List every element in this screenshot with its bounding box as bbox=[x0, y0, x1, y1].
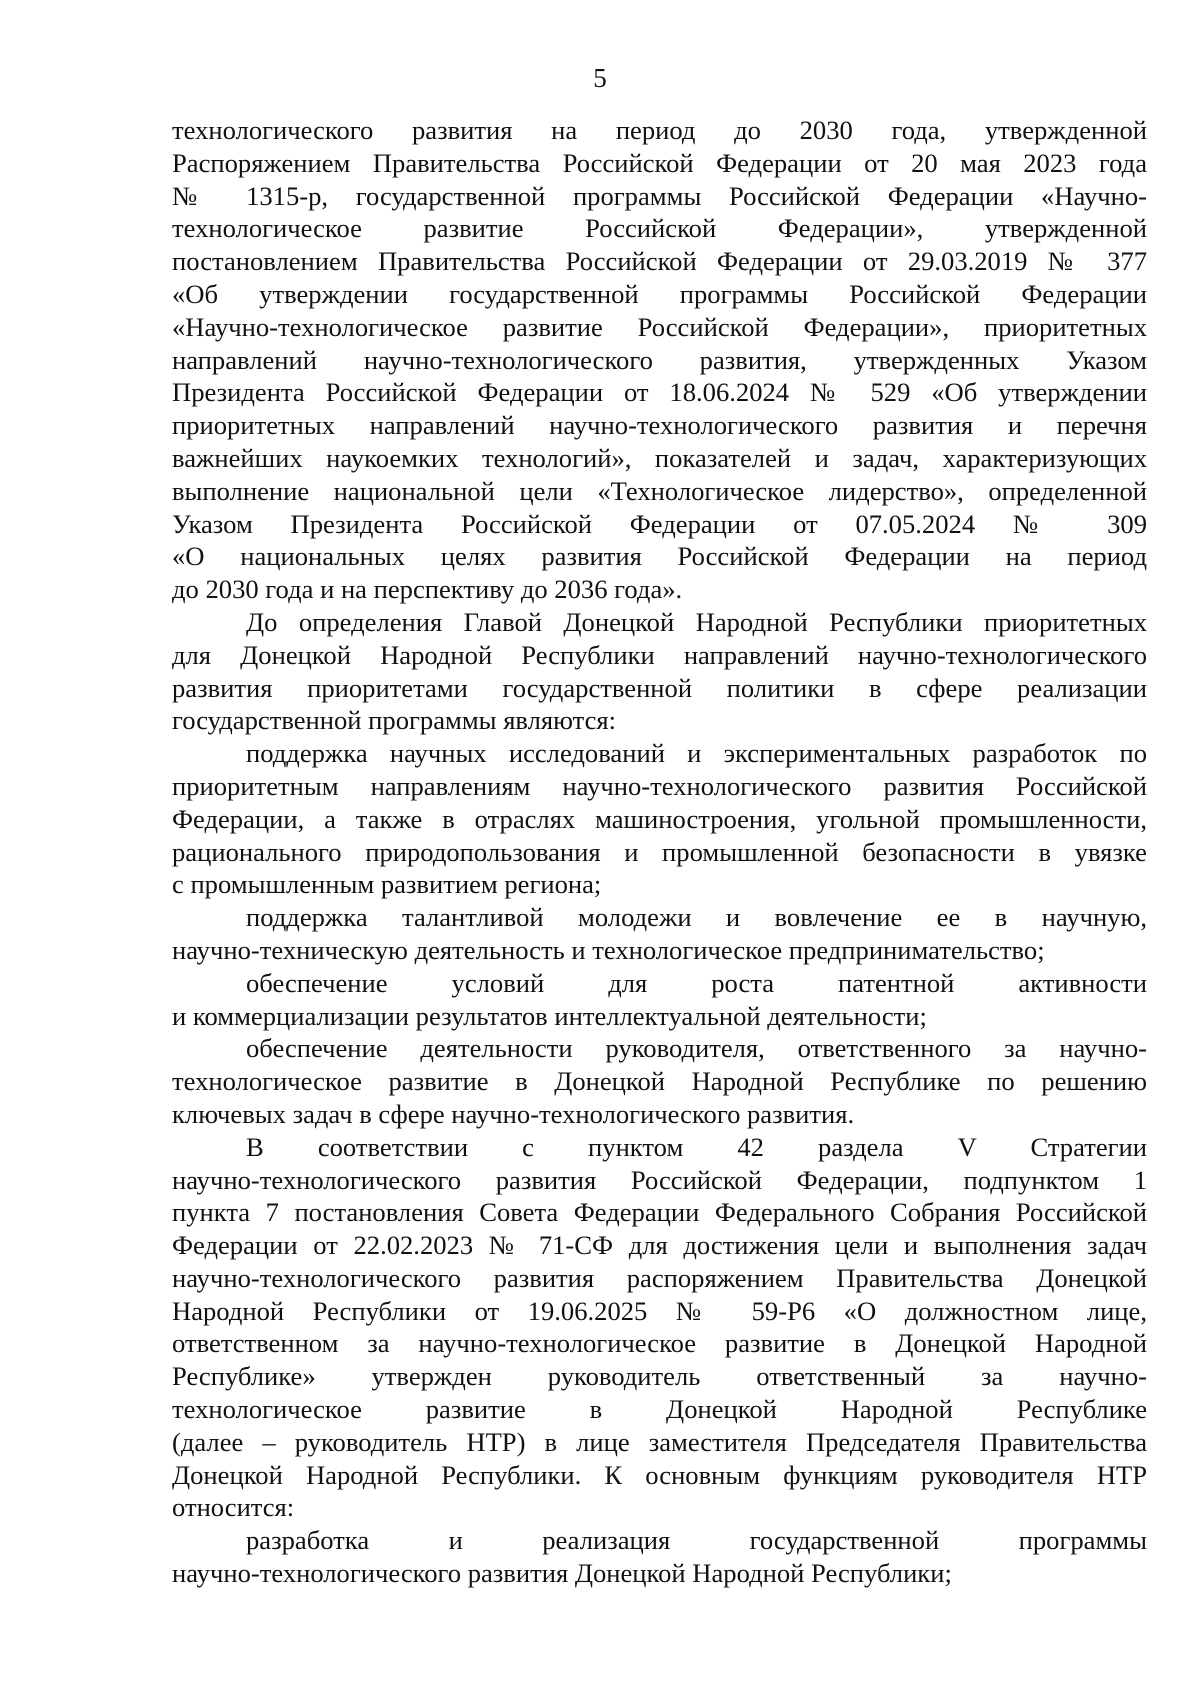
text-line: Указом Президента Российской Федерации от 07.05.2024 № 309 bbox=[172, 508, 1147, 539]
paragraph bbox=[172, 737, 1147, 901]
text-line: обеспечение условий для роста патентной активности bbox=[246, 967, 1147, 998]
text-line: поддержка талантливой молодежи и вовлечение ее в научную, bbox=[246, 902, 1147, 933]
text-line: обеспечение деятельности руководителя, ответственного за научно- bbox=[246, 1033, 1147, 1064]
text-line: разработка и реализация государственной программы bbox=[246, 1525, 1147, 1556]
text-line: Донецкой Народной Республики. К основным функциям руководителя НТР bbox=[172, 1459, 1147, 1490]
paragraph bbox=[172, 967, 1147, 1033]
text-line: технологическое развитие Российской Федерации», утвержденной bbox=[172, 213, 1147, 244]
text-line: В соответствии с пунктом 42 раздела V Стратегии bbox=[246, 1131, 1147, 1162]
text-line: развития приоритетами государственной политики в сфере реализации bbox=[172, 672, 1147, 703]
text-line: постановлением Правительства Российской Федерации от 29.03.2019 № 377 bbox=[172, 246, 1147, 277]
text-line: с промышленным развитием региона; bbox=[172, 869, 602, 900]
text-line: (далее – руководитель НТР) в лице заместителя Председателя Правительства bbox=[172, 1426, 1147, 1457]
text-line: рационального природопользования и промышленной безопасности в увязке bbox=[172, 836, 1147, 867]
text-line: Распоряжением Правительства Российской Федерации от 20 мая 2023 года bbox=[172, 147, 1147, 178]
text-line: № 1315-р, государственной программы Российской Федерации «Научно- bbox=[172, 180, 1147, 211]
text-line: технологическое развитие в Донецкой Народной Республике bbox=[172, 1394, 1147, 1425]
paragraph bbox=[172, 1524, 1147, 1590]
text-line: «Об утверждении государственной программы Российской Федерации bbox=[172, 278, 1147, 309]
text-line: пункта 7 постановления Совета Федерации Федерального Собрания Российской bbox=[172, 1197, 1147, 1228]
text-line: относится: bbox=[172, 1492, 295, 1523]
text-line: технологическое развитие в Донецкой Народной Республике по решению bbox=[172, 1066, 1147, 1097]
text-line: «О национальных целях развития Российской Федерации на период bbox=[172, 541, 1147, 572]
paragraph bbox=[172, 901, 1147, 967]
text-line: приоритетным направлениям научно-технологического развития Российской bbox=[172, 770, 1147, 801]
text-line: Республике» утвержден руководитель ответственный за научно- bbox=[172, 1361, 1147, 1392]
text-line: Федерации от 22.02.2023 № 71-СФ для достижения цели и выполнения задач bbox=[172, 1230, 1147, 1261]
text-line: «Научно-технологическое развитие Российской Федерации», приоритетных bbox=[172, 311, 1147, 342]
text-line: научно-техническую деятельность и технологическое предпринимательство; bbox=[172, 934, 1045, 965]
text-line: Народной Республики от 19.06.2025 № 59-Р6 «О должностном лице, bbox=[172, 1295, 1147, 1326]
text-line: направлений научно-технологического развития, утвержденных Указом bbox=[172, 344, 1147, 375]
text-line: до 2030 года и на перспективу до 2036 года». bbox=[172, 574, 683, 605]
text-line: для Донецкой Народной Республики направлений научно-технологического bbox=[172, 639, 1147, 670]
document-body bbox=[172, 114, 1147, 1590]
page-number: 5 bbox=[593, 63, 607, 93]
text-line: научно-технологического развития Российской Федерации, подпунктом 1 bbox=[172, 1164, 1147, 1195]
text-line: Федерации, а также в отраслях машиностроения, угольной промышленности, bbox=[172, 803, 1147, 834]
text-line: и коммерциализации результатов интеллектуальной деятельности; bbox=[172, 1000, 927, 1031]
text-line: поддержка научных исследований и экспериментальных разработок по bbox=[246, 738, 1147, 769]
text-line: важнейших наукоемких технологий», показателей и задач, характеризующих bbox=[172, 442, 1147, 473]
text-line: государственной программы являются: bbox=[172, 705, 617, 736]
text-line: ответственном за научно-технологическое развитие в Донецкой Народной bbox=[172, 1328, 1147, 1359]
text-line: технологического развития на период до 2030 года, утвержденной bbox=[172, 115, 1147, 145]
paragraph bbox=[172, 114, 1147, 606]
paragraph bbox=[172, 1131, 1147, 1525]
text-line: Президента Российской Федерации от 18.06.2024 № 529 «Об утверждении bbox=[172, 377, 1147, 408]
paragraph bbox=[172, 606, 1147, 737]
text-line: До определения Главой Донецкой Народной Республики приоритетных bbox=[246, 606, 1147, 637]
paragraph bbox=[172, 1032, 1147, 1130]
text-line: ключевых задач в сфере научно-технологического развития. bbox=[172, 1098, 855, 1129]
text-line: приоритетных направлений научно-технологического развития и перечня bbox=[172, 410, 1147, 441]
text-line: научно-технологического развития распоряжением Правительства Донецкой bbox=[172, 1262, 1147, 1293]
text-line: выполнение национальной цели «Технологическое лидерство», определенной bbox=[172, 475, 1147, 506]
text-line: научно-технологического развития Донецкой Народной Республики; bbox=[172, 1558, 952, 1589]
